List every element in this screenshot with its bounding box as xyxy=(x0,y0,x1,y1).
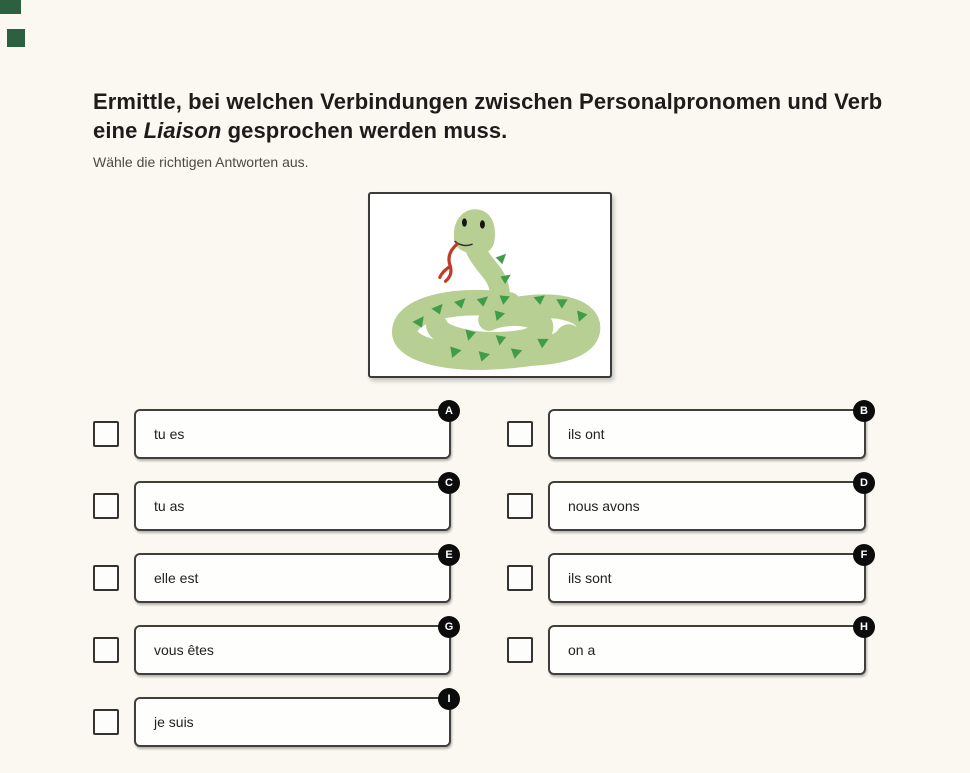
option-box-g[interactable] xyxy=(134,620,454,675)
option-label: ils sont xyxy=(568,570,612,586)
task-image-card xyxy=(368,192,612,378)
option-letter-badge: A xyxy=(438,400,460,422)
task-title xyxy=(93,88,888,145)
option-checkbox-f[interactable] xyxy=(507,565,533,591)
option-box-e[interactable] xyxy=(134,548,453,603)
answer-option-h xyxy=(507,620,868,675)
option-letter-badge: G xyxy=(438,616,460,638)
option-letter-badge: I xyxy=(438,688,460,710)
option-box-d[interactable] xyxy=(548,476,868,531)
option-checkbox-h[interactable] xyxy=(507,637,533,663)
option-box-f[interactable] xyxy=(548,548,868,603)
snake-eye xyxy=(480,220,485,228)
decor-square xyxy=(0,0,21,14)
decor-square xyxy=(7,29,25,47)
option-letter-badge: E xyxy=(438,544,460,566)
option-checkbox-c[interactable] xyxy=(93,493,119,519)
option-letter-badge: F xyxy=(853,544,875,566)
answer-option-d xyxy=(507,476,868,531)
option-box-b[interactable] xyxy=(548,404,868,459)
option-label: elle est xyxy=(154,570,199,586)
option-checkbox-e[interactable] xyxy=(93,565,119,591)
option-checkbox-g[interactable] xyxy=(93,637,119,663)
task-instruction: Wähle die richtigen Antworten aus. xyxy=(93,154,309,171)
title-text: Ermittle, bei welchen Verbindungen zwischen Personalpronomen und Verb eine xyxy=(93,89,883,143)
answer-option-e xyxy=(93,548,453,603)
option-checkbox-b[interactable] xyxy=(507,421,533,447)
option-checkbox-d[interactable] xyxy=(507,493,533,519)
answer-options xyxy=(93,404,868,747)
answer-option-b xyxy=(507,404,868,459)
title-text: gesprochen werden muss. xyxy=(221,117,508,143)
answer-option-g xyxy=(93,620,454,675)
task-header xyxy=(93,88,888,170)
answer-option-c xyxy=(93,476,453,531)
option-box-c[interactable] xyxy=(134,476,453,531)
snake-tongue xyxy=(440,244,457,281)
option-letter-badge: C xyxy=(438,472,460,494)
answer-option-a xyxy=(93,404,453,459)
snake-eye xyxy=(462,218,467,226)
option-label: on a xyxy=(568,642,596,658)
option-checkbox-a[interactable] xyxy=(93,421,119,447)
title-italic-term: Liaison xyxy=(143,117,222,143)
option-checkbox-i[interactable] xyxy=(93,709,119,735)
option-box-i[interactable] xyxy=(134,692,451,747)
option-label: tu as xyxy=(154,498,185,514)
answer-option-i xyxy=(93,692,451,747)
option-box-a[interactable] xyxy=(134,404,453,459)
answer-option-f xyxy=(507,548,868,603)
option-letter-badge: H xyxy=(853,616,875,638)
option-letter-badge: B xyxy=(853,400,875,422)
option-label: vous êtes xyxy=(154,642,214,658)
option-label: tu es xyxy=(154,426,185,442)
option-box-h[interactable] xyxy=(548,620,868,675)
option-label: ils ont xyxy=(568,426,605,442)
option-label: nous avons xyxy=(568,498,640,514)
option-label: je suis xyxy=(154,714,194,730)
snake-illustration xyxy=(374,197,606,373)
option-letter-badge: D xyxy=(853,472,875,494)
